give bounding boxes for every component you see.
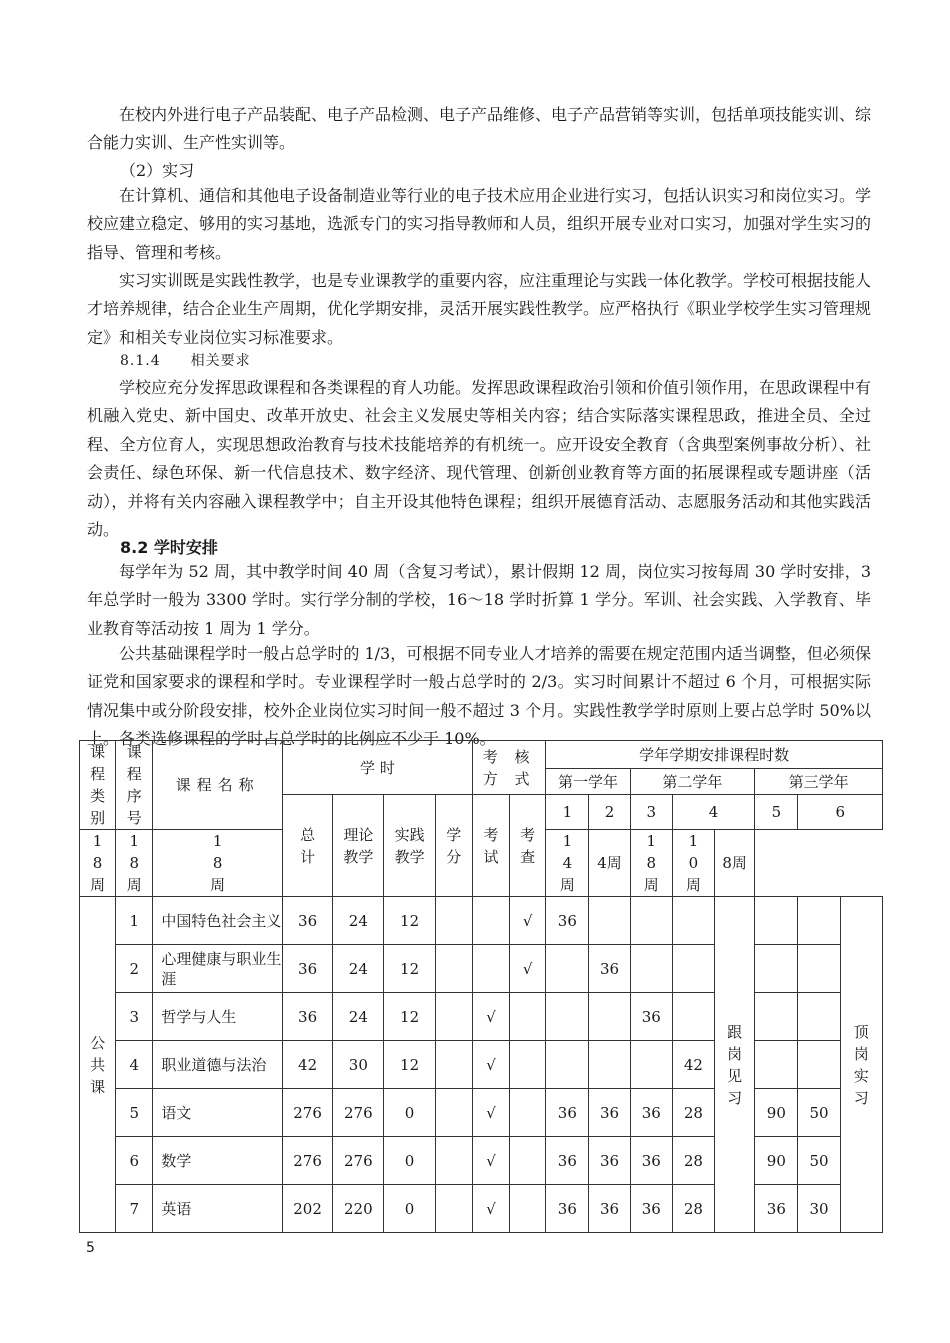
row-check: [510, 1185, 546, 1233]
row-sem3: [630, 897, 672, 945]
paragraph-hour-ratios: 公共基础课程学时一般占总学时的 1/3，可根据不同专业人才培养的需要在规定范围内适当调整，但必须保证党和国家要求的课程和学时。专业课程学时一般占总学时的 2/3。实习时间累计不超过 6 个月，可根据实际情况集中或分阶段安排，校外企业岗位实习时间一般不超过 3 个月。实践性教学学时原则上要占总学时 50%以上。各类选修课程的学时占总学时的比例应不少于 10%。: [87, 644, 871, 749]
row-exam: √: [472, 993, 509, 1041]
row-sem4: 28: [672, 1185, 714, 1233]
header-practice: 实践教学: [384, 795, 435, 897]
row-practice: 0: [384, 1137, 435, 1185]
row-sem2: 36: [589, 1089, 630, 1137]
row-sem4: [672, 945, 714, 993]
table-row: [80, 1137, 883, 1185]
header-schedule: 学年学期安排课程时数: [546, 741, 883, 769]
table-row: [80, 1185, 883, 1233]
page-number: 5: [86, 1240, 95, 1256]
row-practice: 12: [384, 897, 435, 945]
row-total: 202: [282, 1185, 332, 1233]
row-exam: √: [472, 1185, 509, 1233]
row-practice: 12: [384, 945, 435, 993]
merged-job-shadowing: 跟岗见习: [715, 897, 755, 1233]
row-practice: 12: [384, 1041, 435, 1089]
row-sem6: [798, 897, 840, 945]
row-sem1: [546, 993, 589, 1041]
row-sem5: [755, 945, 798, 993]
row-check: [510, 993, 546, 1041]
row-sem5: [755, 993, 798, 1041]
heading-8-1-4: 8.1.4 相关要求: [120, 353, 251, 369]
row-sem4: [672, 897, 714, 945]
header-hours: 学 时: [282, 741, 472, 795]
row-total: 36: [282, 897, 332, 945]
row-sem5: [755, 1041, 798, 1089]
row-theory: 24: [333, 945, 384, 993]
row-sem6: [798, 993, 840, 1041]
row-credit: [435, 1089, 472, 1137]
row-sem1: [546, 945, 589, 993]
row-sem3: [630, 1041, 672, 1089]
row-practice: 0: [384, 1185, 435, 1233]
row-sem3: 36: [630, 1089, 672, 1137]
paragraph-practice-teaching: 实习实训既是实践性教学，也是专业课教学的重要内容，应注重理论与实践一体化教学。学校可根据技能人才培养规律，结合企业生产周期，优化学期安排，灵活开展实践性教学。应严格执行《职业学校学生实习管理规定》和相关专业岗位实习标准要求。: [87, 271, 872, 347]
row-seq: 1: [116, 897, 153, 945]
row-theory: 24: [333, 993, 384, 1041]
row-sem1: [546, 1041, 589, 1089]
paragraph-internship: 在计算机、通信和其他电子设备制造业等行业的电子技术应用企业进行实习，包括认识实习和岗位实习。学校应建立稳定、够用的实习基地，选派专门的实习指导教师和人员，组织开展专业对口实习，加强对学生实习的指导、管理和考核。: [87, 186, 872, 262]
row-credit: [435, 1137, 472, 1185]
header-semester-2: 2: [589, 795, 630, 830]
row-check: [510, 1089, 546, 1137]
row-credit: [435, 993, 472, 1041]
table-row: [80, 1041, 883, 1089]
header-year-2: 第二学年: [630, 769, 755, 795]
header-theory: 理论教学: [333, 795, 384, 897]
row-course-name: 语文: [153, 1089, 283, 1137]
table-row: [80, 945, 883, 993]
row-practice: 12: [384, 993, 435, 1041]
row-sem5: 36: [755, 1185, 798, 1233]
row-course-name: 哲学与人生: [153, 993, 283, 1041]
row-seq: 3: [116, 993, 153, 1041]
row-seq: 5: [116, 1089, 153, 1137]
row-sem1: 36: [546, 897, 589, 945]
header-course-seq: 课程序号: [116, 741, 153, 830]
row-sem1: 36: [546, 1089, 589, 1137]
row-sem6: [798, 1041, 840, 1089]
header-course-name: 课程名称: [153, 741, 283, 830]
header-exam: 考试: [472, 795, 509, 897]
row-total: 36: [282, 993, 332, 1041]
row-total: 36: [282, 945, 332, 993]
row-sem2: [589, 1041, 630, 1089]
header-weeks-3: 18周: [153, 830, 283, 897]
row-sem6: 50: [798, 1137, 840, 1185]
table-row: [80, 1089, 883, 1137]
row-credit: [435, 1041, 472, 1089]
row-total: 276: [282, 1137, 332, 1185]
paragraph-related-requirements: 学校应充分发挥思政课程和各类课程的育人功能。发挥思政课程政治引领和价值引领作用，在思政课程中有机融入党史、新中国史、改革开放史、社会主义发展史等相关内容；结合实际落实课程思政，推进全员、全过程、全方位育人，实现思想政治教育与技术技能培养的有机统一。应开设安全教育（含典型案例事故分析）、社会责任、绿色环保、新一代信息技术、数字经济、现代管理、创新创业教育等方面的拓展课程或专题讲座（活动），并将有关内容融入课程教学中；自主开设其他特色课程；组织开展德育活动、志愿服务活动和其他实践活动。: [87, 378, 872, 540]
row-credit: [435, 897, 472, 945]
header-weeks-2: 18周: [116, 830, 153, 897]
row-seq: 2: [116, 945, 153, 993]
row-sem6: 50: [798, 1089, 840, 1137]
row-exam: √: [472, 1089, 509, 1137]
table-row: [80, 993, 883, 1041]
row-check: [510, 1137, 546, 1185]
header-weeks-1: 18周: [80, 830, 116, 897]
merged-internship: 顶岗实习: [840, 897, 882, 1233]
row-check: √: [510, 945, 546, 993]
row-theory: 30: [333, 1041, 384, 1089]
row-course-name: 中国特色社会主义: [153, 897, 283, 945]
row-sem4: [672, 993, 714, 1041]
header-semester-3: 3: [630, 795, 672, 830]
row-sem5: 90: [755, 1137, 798, 1185]
row-credit: [435, 1185, 472, 1233]
row-sem2: [589, 993, 630, 1041]
header-weeks-6a: 10周: [672, 830, 714, 897]
category-public: 公共课: [80, 897, 116, 1233]
table-row: [80, 897, 883, 945]
row-sem2: 36: [589, 1185, 630, 1233]
row-seq: 4: [116, 1041, 153, 1089]
row-course-name: 职业道德与法治: [153, 1041, 283, 1089]
row-sem1: 36: [546, 1137, 589, 1185]
row-exam: √: [472, 1137, 509, 1185]
row-sem4: 28: [672, 1137, 714, 1185]
header-semester-5: 5: [755, 795, 798, 830]
row-sem4: 42: [672, 1041, 714, 1089]
header-weeks-4b: 4周: [589, 830, 630, 897]
row-sem3: [630, 945, 672, 993]
row-check: [510, 1041, 546, 1089]
header-check: 考查: [510, 795, 546, 897]
header-weeks-5: 18周: [630, 830, 672, 897]
row-exam: [472, 945, 509, 993]
row-theory: 24: [333, 897, 384, 945]
header-year-1: 第一学年: [546, 769, 630, 795]
course-schedule-table: [79, 740, 883, 1233]
header-year-3: 第三学年: [755, 769, 883, 795]
row-exam: √: [472, 1041, 509, 1089]
row-sem2: 36: [589, 1137, 630, 1185]
row-sem4: 28: [672, 1089, 714, 1137]
paragraph-practical-training: 在校内外进行电子产品装配、电子产品检测、电子产品维修、电子产品营销等实训，包括单项技能实训、综合能力实训、生产性实训等。: [87, 105, 872, 153]
row-credit: [435, 945, 472, 993]
heading-8-2: 8.2 学时安排: [120, 538, 218, 557]
header-credit: 学分: [435, 795, 472, 897]
header-weeks-4a: 14周: [546, 830, 589, 897]
row-course-name: 英语: [153, 1185, 283, 1233]
heading-internship: （2）实习: [120, 161, 195, 180]
row-sem2: 36: [589, 945, 630, 993]
row-sem3: 36: [630, 993, 672, 1041]
row-sem6: [798, 945, 840, 993]
row-sem1: 36: [546, 1185, 589, 1233]
row-sem3: 36: [630, 1185, 672, 1233]
header-course-category: 课程类别: [80, 741, 116, 830]
row-theory: 276: [333, 1089, 384, 1137]
row-seq: 6: [116, 1137, 153, 1185]
row-sem5: 90: [755, 1089, 798, 1137]
row-practice: 0: [384, 1089, 435, 1137]
row-exam: [472, 897, 509, 945]
row-total: 276: [282, 1089, 332, 1137]
row-sem3: 36: [630, 1137, 672, 1185]
header-semester-4: 4: [672, 795, 754, 830]
row-sem6: 30: [798, 1185, 840, 1233]
row-check: √: [510, 897, 546, 945]
header-total: 总计: [282, 795, 332, 897]
row-sem5: [755, 897, 798, 945]
paragraph-schedule-weeks: 每学年为 52 周，其中教学时间 40 周（含复习考试），累计假期 12 周，岗位实习按每周 30 学时安排，3 年总学时一般为 3300 学时。实行学分制的学校，16～18 学时折算 1 学分。军训、社会实践、入学教育、毕业教育等活动按 1 周为 1 学分。: [87, 562, 871, 638]
header-semester-1: 1: [546, 795, 589, 830]
header-assessment: 考 核 方 式: [472, 741, 545, 795]
row-course-name: 数学: [153, 1137, 283, 1185]
row-theory: 276: [333, 1137, 384, 1185]
header-semester-6: 6: [798, 795, 883, 830]
row-course-name: 心理健康与职业生涯: [153, 945, 283, 993]
header-weeks-6b: 8周: [715, 830, 755, 897]
row-sem2: [589, 897, 630, 945]
row-seq: 7: [116, 1185, 153, 1233]
row-theory: 220: [333, 1185, 384, 1233]
row-total: 42: [282, 1041, 332, 1089]
